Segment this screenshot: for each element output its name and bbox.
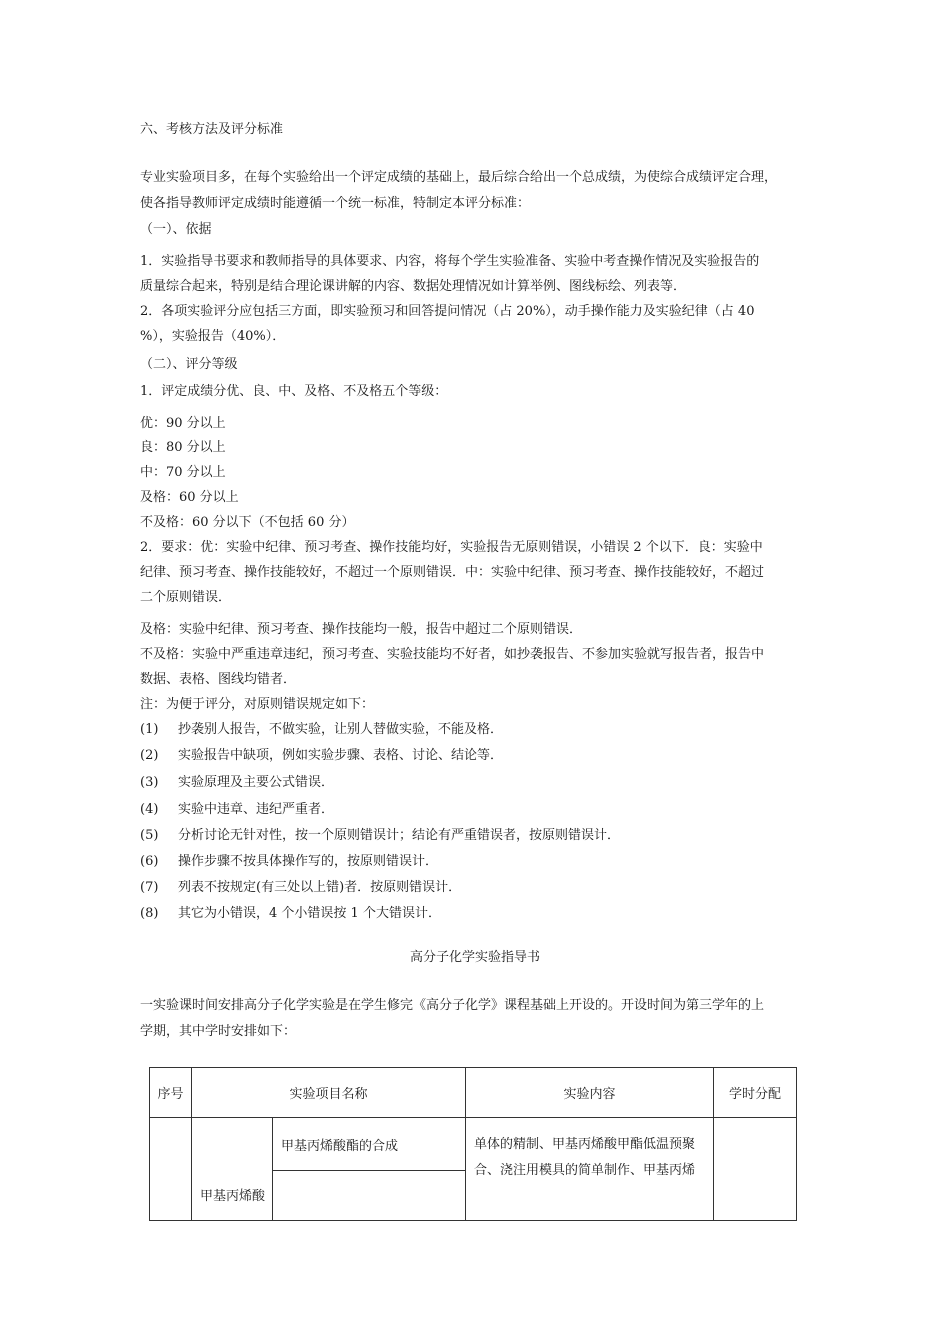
intro-line-2: 使各指导教师评定成绩时能遵循一个统一标准，特制定本评分标准：	[140, 196, 531, 211]
requirement-line-2: 纪律、预习考查、操作技能较好，不超过一个原则错误．中：实验中纪律、预习考查、操作技能较好，不超过	[140, 565, 765, 580]
header-content: 实验内容	[466, 1068, 714, 1118]
note-number: (1)	[140, 722, 159, 737]
header-name: 实验项目名称	[192, 1068, 466, 1118]
note-item	[140, 801, 334, 819]
basis-1-line-2: 质量综合起来，特别是结合理论课讲解的内容、数据处理情况如计算举例、图线标绘、列表等．	[140, 279, 687, 294]
grade-medium: 中：70 分以上	[140, 465, 226, 480]
row-item-empty-cell	[273, 1171, 466, 1221]
basis-1-line-1: 1．实验指导书要求和教师指导的具体要求、内容，将每个学生实验准备、实验中考查操作情况及实验报告的	[140, 254, 760, 269]
intro-line-1: 专业实验项目多，在每个实验给出一个评定成绩的基础上，最后综合给出一个总成绩，为使综合成绩评定合理，	[140, 170, 778, 185]
row-item-cell	[273, 1118, 466, 1171]
guide-intro-line-1: 一实验课时间安排高分子化学实验是在学生修完《高分子化学》课程基础上开设的。开设时间为第三学年的上	[140, 998, 765, 1013]
note-number: (6)	[140, 854, 159, 869]
note-number: (8)	[140, 906, 159, 921]
guide-intro-line-2: 学期，其中学时安排如下：	[140, 1024, 297, 1039]
note-text: 列表不按规定(有三处以上错)者．按原则错误计．	[178, 880, 462, 895]
note-number: (3)	[140, 775, 159, 790]
row-content-line-1: 单体的精制、甲基丙烯酸甲酯低温预聚	[474, 1137, 696, 1152]
note-item	[140, 747, 503, 765]
grade-fail: 不及格：60 分以下（不包括 60 分）	[140, 515, 355, 530]
note-text: 实验原理及主要公式错误．	[178, 775, 335, 790]
note-number: (4)	[140, 802, 159, 817]
requirement-line-1: 2．要求：优：实验中纪律、预习考查、操作技能均好，实验报告无原则错误，小错误 2 个以下．良：实验中	[140, 540, 763, 555]
note-text: 抄袭别人报告，不做实验，让别人替做实验，不能及格．	[178, 722, 504, 737]
row-group-label: 甲基丙烯酸	[200, 1189, 266, 1204]
section-heading: 六、考核方法及评分标准	[140, 122, 284, 137]
row-item-label: 甲基丙烯酸酯的合成	[281, 1138, 399, 1154]
grade-good: 良：80 分以上	[140, 440, 226, 455]
basis-heading: （一）、依据	[140, 222, 212, 237]
note-text: 实验报告中缺项，例如实验步骤、表格、讨论、结论等．	[178, 748, 504, 763]
header-no: 序号	[150, 1068, 192, 1118]
fail-criteria-line-2: 数据、表格、图线均错者．	[140, 672, 297, 687]
grade-pass: 及格：60 分以上	[140, 490, 239, 505]
table-header-row	[150, 1068, 797, 1118]
guide-title: 高分子化学实验指导书	[409, 950, 540, 965]
note-heading: 注：为便于评分，对原则错误规定如下：	[140, 697, 375, 712]
note-text: 其它为小错误，4 个小错误按 1 个大错误计．	[178, 906, 441, 921]
note-item	[140, 774, 334, 792]
row-content-cell	[466, 1118, 714, 1221]
fail-criteria-line-1: 不及格：实验中严重违章违纪，预习考查、实验技能均不好者，如抄袭报告、不参加实验就写报告者，报告中	[140, 647, 765, 662]
note-text: 操作步骤不按具体操作写的，按原则错误计．	[178, 854, 439, 869]
grade-excellent: 优：90 分以上	[140, 416, 226, 431]
row-group-cell	[192, 1118, 273, 1221]
row-no-cell	[150, 1118, 192, 1221]
note-number: (7)	[140, 880, 159, 895]
note-number: (2)	[140, 748, 159, 763]
grade-intro: 1．评定成绩分优、良、中、及格、不及格五个等级：	[140, 384, 448, 399]
note-item	[140, 827, 620, 845]
basis-2-line-1: 2．各项实验评分应包括三方面，即实验预习和回答提问情况（占 20%），动手操作能力及实验纪律（占 40	[140, 304, 755, 319]
header-hours: 学时分配	[714, 1068, 797, 1118]
table-row	[150, 1118, 797, 1171]
requirement-line-3: 二个原则错误．	[140, 590, 232, 605]
row-hours-cell	[714, 1118, 797, 1221]
note-item	[140, 853, 438, 871]
note-item	[140, 879, 461, 897]
grade-heading: （二）、评分等级	[140, 357, 238, 372]
note-number: (5)	[140, 828, 159, 843]
note-text: 实验中违章、违纪严重者．	[178, 802, 335, 817]
row-content-line-2: 合、浇注用模具的简单制作、甲基丙烯	[474, 1163, 696, 1178]
note-text: 分析讨论无针对性，按一个原则错误计；结论有严重错误者，按原则错误计．	[178, 828, 621, 843]
basis-2-line-2: %），实验报告（40%）．	[140, 329, 286, 344]
pass-criteria: 及格：实验中纪律、预习考查、操作技能均一般，报告中超过二个原则错误．	[140, 622, 583, 637]
note-item	[140, 905, 441, 923]
note-item	[140, 721, 503, 739]
schedule-table	[149, 1067, 797, 1221]
